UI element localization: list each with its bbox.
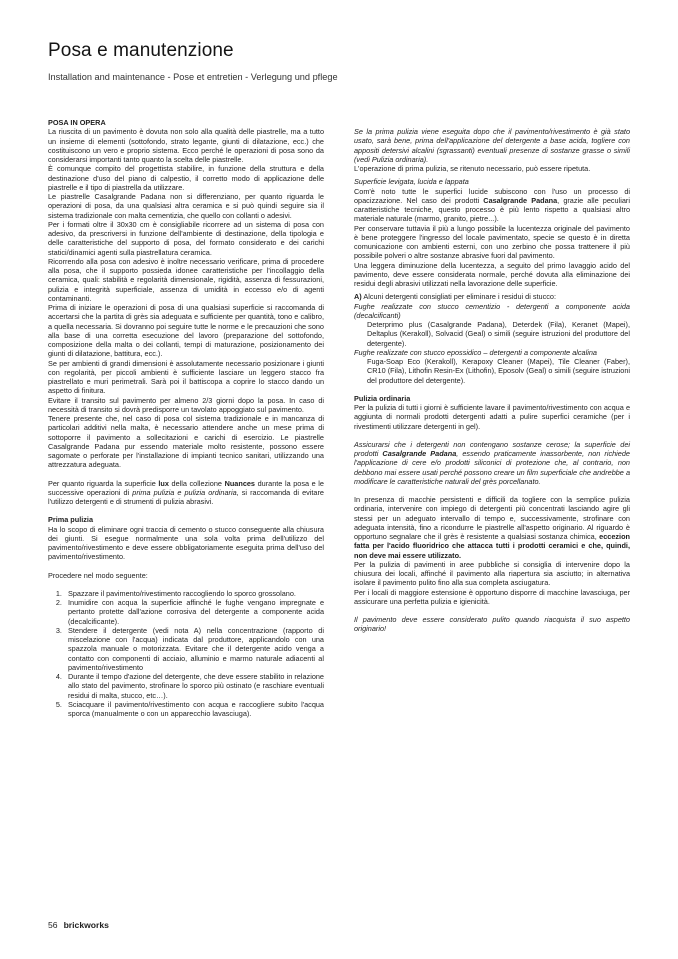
paragraph-lux: Per quanto riguarda la superficie lux della collezione Nuances durante la posa e le successive operazioni di prima pulizia e pulizia ordinaria, si raccomanda di evitare l'utilizzo detergenti e di strumenti di pulizia abrasivi. bbox=[48, 478, 324, 506]
paragraph: Com'è noto tutte le superfici lucide subiscono con l'uso un processo di opacizzazione. Nel caso dei prodotti Casalgrande Padana, grazie alle peculiari caratteristiche tecniche, questo processo è più lento rispetto a qualsiasi altro materiale naturale (marmo, granito, pietre...). bbox=[354, 186, 630, 224]
brand-name: brickworks bbox=[63, 920, 109, 930]
left-column bbox=[48, 118, 324, 718]
section-heading-prima-pulizia: Prima pulizia bbox=[48, 515, 94, 525]
fughe-cementizio: Fughe realizzate con stucco cementizio - detergenti a componente acida (decalcificanti) bbox=[354, 301, 630, 320]
list-item: 1. Spazzare il pavimento/rivestimento raccogliendo lo sporco grossolano. bbox=[64, 589, 324, 598]
list-item: 2. Inumidire con acqua la superficie affinché le fughe vengano impregnate e pertanto protette dall'azione corrosiva del detergente a componente acida (decalcificante). bbox=[64, 598, 324, 626]
paragraph: La riuscita di un pavimento è dovuta non solo alla qualità delle piastrelle, ma a tutto un insieme di elementi (sottofondo, strato legante, giunti di dilatazione, ecc.) che costituiscono un vero e proprio sistema. Ecco perché le operazioni di posa sono da considerarsi importanti tanto quanto la scelta delle piastrelle. bbox=[48, 127, 324, 164]
section-heading-posa: POSA IN OPERA bbox=[48, 118, 106, 127]
paragraph: Se per ambienti di grandi dimensioni è assolutamente necessario posizionare i giunti con regolarità, per piccoli ambienti è sufficiente lasciare un leggero stacco fra piastrellato e muri perimetrali. Sarà poi il battiscopa a coprire lo stacco dando un aspetto di finitura. bbox=[48, 358, 324, 396]
paragraph: Una leggera diminuzione della lucentezza, a seguito del primo lavaggio acido del pavimento, deve essere considerata normale, perché dovuta alla eliminazione dei residui degli abrasivi utilizzati nella lavorazione delle superficie. bbox=[354, 260, 630, 288]
closing-note: Il pavimento deve essere considerato pulito quando riacquista il suo aspetto originario! bbox=[354, 615, 630, 634]
paragraph: Le piastrelle Casalgrande Padana non si differenziano, per quanto riguarda le operazioni di posa, da una qualsiasi altra ceramica e si può quindi seguire sia il sistema tradizionale con malta cementizia, che quello con collanti o adesivi. bbox=[48, 192, 324, 220]
page-subtitle: Installation and maintenance - Pose et entretien - Verlegung und pflege bbox=[48, 72, 338, 82]
subheading-superficie: Superficie levigata, lucida e lappata bbox=[354, 177, 469, 187]
note-a: A) Alcuni detergenti consigliati per eliminare i residui di stucco: bbox=[354, 292, 556, 302]
paragraph: Tenere presente che, nel caso di posa col sistema tradizionale e in mancanza di particolari additivi nella malta, è necessario attendere anche un mese prima di sottoporre il pavimento a sollecitazioni e carichi di esercizio. Le piastrelle Casalgrande Padana pur essendo materiale molto resistente, possono essere sagomate o perforate per l'installazione di impianti tecnico sanitari, utilizzando una attrezzatura adeguata. bbox=[48, 414, 324, 470]
paragraph: Per la pulizia di tutti i giorni è sufficiente lavare il pavimento/rivestimento con acqua e aggiunta di normali prodotti detergenti adatti a pulire superfici ceramiche (per i rivestimenti utilizzare detergenti in gel). bbox=[354, 403, 630, 431]
list-item: 4. Durante il tempo d'azione del detergente, che deve essere stabilito in relazione allo stato del pavimento, strofinare lo sporco più ostinato (e raschiare eventuali residui di malta, stucco, etc…). bbox=[64, 672, 324, 700]
paragraph: Evitare il transito sul pavimento per almeno 2/3 giorni dopo la posa. In caso di necessità di transito si dovrà predisporre un tavolato appoggiato sul pavimento. bbox=[48, 395, 324, 414]
paragraph-macchie: In presenza di macchie persistenti e difficili da togliere con la semplice pulizia ordinaria, intervenire con impiego di detergenti più concentrati lasciando agire gli stessi per un adeguato intervallo di tempo e, successivamente, strofinare con adeguata intensità, fino a ricondurre le piastrelle all'aspetto originario. Al riguardo è opportuno segnalare che il grès è resistente a qualsiasi sostanza chimica, eccezion fatta per l'acido fluoridrico che attacca tutti i prodotti ceramici e che, quindi, non deve mai essere utilizzato. bbox=[354, 495, 630, 560]
section-heading-pulizia-ordinaria: Pulizia ordinaria bbox=[354, 393, 411, 403]
fughe-epossidico-products: Fuga-Soap Eco (Kerakoll), Kerapoxy Cleaner (Mapei), Tile Cleaner (Faber), CR10 (Fila), Lithofin Resin-Ex (Lithofin), Eposolv (Geal) o simili (seguire istruzioni del produttore del detergente). bbox=[367, 357, 630, 385]
paragraph: L'operazione di prima pulizia, se ritenuto necessario, può essere ripetuta. bbox=[354, 164, 591, 173]
paragraph: Per i locali di maggiore estensione è opportuno disporre di macchine lavasciuga, per assicurare una perfetta pulizia e igienicità. bbox=[354, 587, 630, 606]
paragraph: Ha lo scopo di eliminare ogni traccia di cemento o stucco conseguente alla chiusura dei giunti. Si esegue normalmente una sola volta prima dell'utilizzo del pavimento/rivestimento e deve essere obbligatoriamente eseguita prima dell'uso del pavimento/rivestimento. bbox=[48, 524, 324, 562]
list-item: 3. Stendere il detergente (vedi nota A) nella concentrazione (rapporto di miscelazione con l'acqua) indicata dal produttore, applicandolo con una spazzola manuale o motorizzata. Evitare che il detergente acido venga a contatto con componenti di acciaio, alluminio e marmo naturale adiacenti al pavimento/rivestimento bbox=[64, 626, 324, 672]
page-number: 56 bbox=[48, 920, 58, 930]
right-column bbox=[354, 127, 630, 634]
paragraph: Prima di iniziare le operazioni di posa di una qualsiasi superficie si raccomanda di accertarsi che la partita di grès sia adeguata e sufficiente per quantità, tono e calibro, a quella necessaria. Si dovranno poi seguire tutte le norme e le precauzioni che sono alla base di una corretta esecuzione del lavoro (preparazione del sottofondo, composizione della malta o dei collanti, tempi di maturazione, posizionamento dei giunti di dilatazione, battitura, ecc.). bbox=[48, 303, 324, 359]
paragraph: Ricorrendo alla posa con adesivo è inoltre necessario verificare, prima di procedere alla posa, che il supporto possieda idonee caratteristiche per l'incollaggio della ceramica, quali: stabilità e regolarità dimensionale, rigidità, assenza di fessurazioni, pulizia e integrità superficiale, assenza di umidità in eccesso e/o di agenti contaminanti. bbox=[48, 256, 324, 303]
cleaning-steps-list bbox=[48, 589, 324, 719]
page-footer bbox=[48, 920, 109, 930]
fughe-epossidico: Fughe realizzate con stucco epossidico – detergenti a componente alcalina bbox=[354, 347, 597, 357]
fughe-cementizio-products: Deterprimo plus (Casalgrande Padana), Deterdek (Fila), Keranet (Mapei), Deltaplus (Kerakoll), Solvacid (Geal) o simili (seguire istruzioni del produttore del detergente). bbox=[367, 320, 630, 348]
paragraph: Procedere nel modo seguente: bbox=[48, 570, 148, 580]
list-item: 5. Sciacquare il pavimento/rivestimento con acqua e raccogliere subito l'acqua sporca (manualmente o con un apparecchio lavasciuga). bbox=[64, 700, 324, 719]
paragraph: Per i formati oltre il 30x30 cm è consigliabile ricorrere ad un sistema di posa con adesivo, da prescriversi in funzione dell'ambiente di destinazione, della tipologia e delle caratteristiche del supporto di posa, del formato considerato e dei carichi statici/dinamici agenti sulla piastrellatura ceramica. bbox=[48, 219, 324, 257]
paragraph: Per conservare tuttavia il più a lungo possibile la lucentezza originale del pavimento è bene proteggere l'ingresso del locale pavimentato, specie se questo è in diretta comunicazione con ambienti esterni, con uno zerbino che possa trattenere il più possibile polveri o altre sostanze abrasive fuori dal pavimento. bbox=[354, 223, 630, 261]
paragraph-cere: Assicurarsi che i detergenti non contengano sostanze cerose; la superficie dei prodotti Casalgrande Padana, essendo praticamente inassorbente, non richiede l'applicazione di cere e/o prodotti siliconici di protezione che, al contrario, non debbono mai essere usati perché possono creare un film superficiale che andrebbe a modificare le caratteristiche naturali del grès porcellanato. bbox=[354, 439, 630, 486]
paragraph: È comunque compito del progettista stabilire, in funzione della struttura e della destinazione d'uso del piano di calpestio, il corretto modo di applicazione delle piastrelle e il tipo di piastrella da utilizzare. bbox=[48, 164, 324, 192]
paragraph: Per la pulizia di pavimenti in aree pubbliche si consiglia di intervenire dopo la chiusura dei locali, affinché il pavimento alla riapertura sia asciutto; in alternativa isolare il pavimento pulito fino alla sua completa asciugatura. bbox=[354, 559, 630, 588]
page-title: Posa e manutenzione bbox=[48, 40, 234, 61]
paragraph: Se la prima pulizia viene eseguita dopo che il pavimento/rivestimento è già stato usato, sarà bene, prima dell'applicazione del detergente a base acida, togliere con appositi detersivi alcalini (sgrassanti) eventuali presenze di sostanze grasse o simili (vedi Pulizia ordinaria). bbox=[354, 127, 630, 164]
